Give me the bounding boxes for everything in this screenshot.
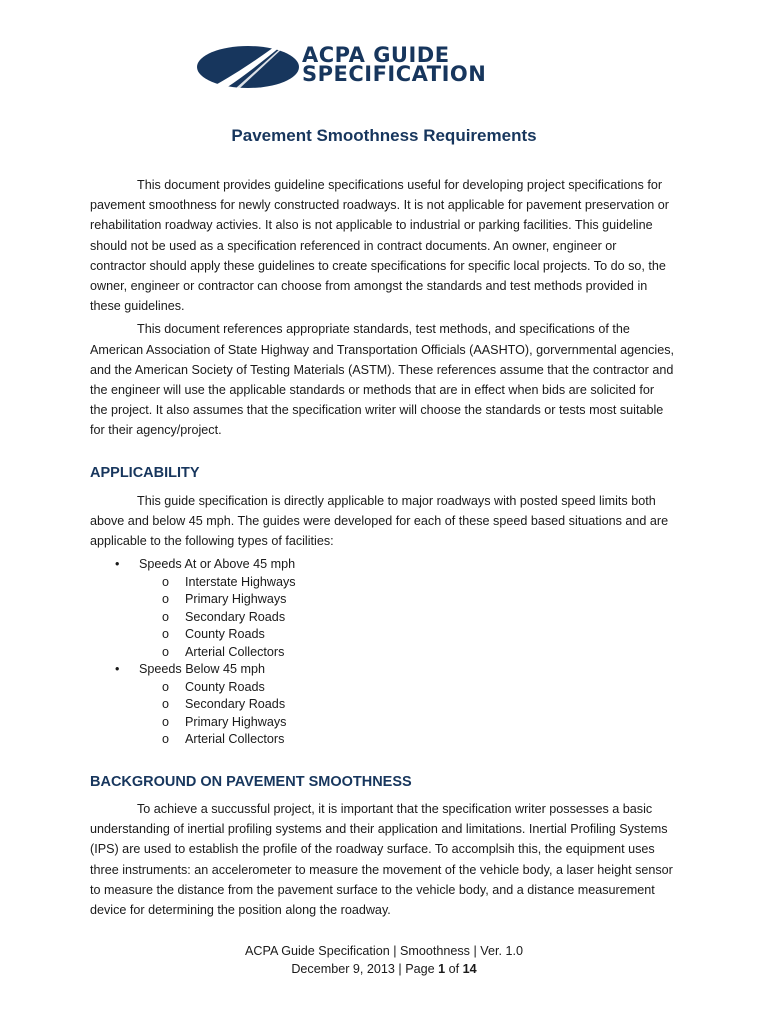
footer-date: December 9, 2013 | Page xyxy=(291,962,439,976)
footer-line-2 xyxy=(0,960,768,978)
page-title: Pavement Smoothness Requirements xyxy=(231,126,537,145)
list-item xyxy=(115,679,296,697)
logo-line-2: SPECIFICATION xyxy=(302,62,487,86)
applicability-heading: APPLICABILITY xyxy=(90,465,200,481)
speed-group-label: Speeds At or Above 45 mph xyxy=(139,557,296,571)
circle-bullet-icon: o xyxy=(162,574,170,589)
applicability-paragraph: This guide specification is directly applicable to major roadways with posted speed limits both above and below 45 mph. The guides were developed for each of these speed based situations and are applicable to the following types of facilities: xyxy=(90,494,669,549)
facility-label: Interstate Highways xyxy=(185,574,296,589)
list-item xyxy=(115,626,296,644)
list-item xyxy=(115,574,296,592)
facility-label: Arterial Collectors xyxy=(185,644,285,659)
facility-list xyxy=(115,556,296,749)
facility-label: Secondary Roads xyxy=(185,697,286,711)
background-heading: BACKGROUND ON PAVEMENT SMOOTHNESS xyxy=(90,774,412,790)
intro-section xyxy=(90,175,675,441)
page-total: 14 xyxy=(462,962,477,976)
facility-label: County Roads xyxy=(185,627,265,641)
page-footer xyxy=(0,942,768,978)
circle-bullet-icon: o xyxy=(162,592,170,606)
list-item-speed-group xyxy=(115,661,296,679)
list-item xyxy=(115,644,296,662)
page-current: 1 xyxy=(438,962,446,976)
facility-label: Secondary Roads xyxy=(185,609,286,624)
intro-paragraph-2: This document references appropriate standards, test methods, and specifications of the American Association of State Highway and Transportation Officials (AASHTO), gorvernmental agencies, and the American Society of Testing Materials (ASTM). These references assume that the contractor and the engineer will use the applicable standards or methods that are in effect when bids are solicited for the project. It also assumes that the specification writer will choose the standards or tests most suitable for their agency/project. xyxy=(90,322,675,438)
background-paragraph: To achieve a succussful project, it is important that the specification writer possesses a basic understanding of inertial profiling systems and their application and limitations. Inertial Profiling Systems (IPS) are used to establish the profile of the roadway surface. To accomplsih this, the equipment uses three instruments: an accelerometer to measure the movement of the vehicle body, a laser height sensor to measure the distance from the pavement surface to the vehicle body, and a distance measurement device for determining the position along the roadway. xyxy=(90,802,673,918)
circle-bullet-icon: o xyxy=(162,697,170,711)
circle-bullet-icon: o xyxy=(162,609,170,624)
intro-paragraph-1: This document provides guideline specifications useful for developing project specifications for pavement smoothness for newly constructed roadways. It is not applicable for pavement preservation or rehabilitation roadway activies. It also is not applicable to industrial or parking facilities. This guideline should not be used as a specification referenced in contract documents. An owner, engineer or contractor should apply these guidelines to create specifications for specific local projects. To do so, the owner, engineer or contractor can choose from amongst the standards and test methods provided in these guidelines. xyxy=(90,178,669,314)
facility-label: Arterial Collectors xyxy=(185,732,285,746)
circle-bullet-icon: o xyxy=(162,679,170,694)
footer-line-1: ACPA Guide Specification | Smoothness | Ver. 1.0 xyxy=(245,944,523,958)
circle-bullet-icon: o xyxy=(162,714,170,729)
speed-group-label: Speeds Below 45 mph xyxy=(139,662,266,676)
list-item xyxy=(115,591,296,609)
bullet-icon: • xyxy=(115,662,120,676)
footer-of: of xyxy=(445,962,463,976)
applicability-section xyxy=(90,491,675,552)
list-item-speed-group xyxy=(115,556,296,574)
acpa-logo xyxy=(196,44,576,90)
list-item xyxy=(115,714,296,732)
circle-bullet-icon: o xyxy=(162,627,170,641)
list-item xyxy=(115,731,296,749)
facility-label: Primary Highways xyxy=(185,714,287,729)
logo-line-1: ACPA GUIDE xyxy=(302,43,450,67)
logo-wordmark xyxy=(302,43,487,86)
facility-label: County Roads xyxy=(185,679,265,694)
list-item xyxy=(115,609,296,627)
facility-label: Primary Highways xyxy=(185,592,287,606)
list-item xyxy=(115,696,296,714)
bullet-icon: • xyxy=(115,557,120,571)
background-section xyxy=(90,799,675,920)
circle-bullet-icon: o xyxy=(162,732,170,746)
circle-bullet-icon: o xyxy=(162,644,170,659)
road-ellipse-icon xyxy=(196,44,300,90)
